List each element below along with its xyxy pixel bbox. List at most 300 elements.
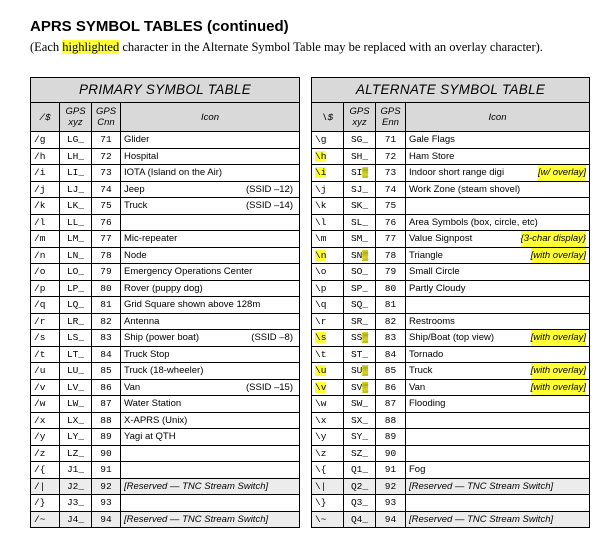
icon-name: Hospital (124, 150, 159, 162)
symbol-code-text: \m (315, 233, 327, 244)
table-row (31, 462, 300, 479)
alternate-table-body (312, 132, 590, 528)
gps-xyz-code: LS_ (60, 330, 92, 347)
alternate-col-gps-enn (376, 103, 406, 132)
symbol-code-text: \{ (315, 464, 327, 475)
icon-name: Area Symbols (box, circle, etc) (409, 216, 538, 228)
overlay-marker: ▒ (362, 332, 369, 343)
overlay-note: [with overlay] (531, 380, 586, 396)
ssid-note: (SSID –12) (246, 183, 293, 195)
symbol-code-text: \g (315, 134, 327, 145)
symbol-code: /v (31, 379, 60, 396)
icon-description (406, 297, 590, 314)
gps-xyz-text: SQ_ (350, 299, 369, 310)
page-subtitle (30, 40, 543, 55)
icon-name: Grid Square shown above 128m (124, 299, 261, 310)
gps-enn-code: 79 (376, 264, 406, 281)
table-row (31, 396, 300, 413)
icon-description (406, 247, 590, 264)
icon-description (406, 148, 590, 165)
gps-cnn-code: 87 (92, 396, 121, 413)
icon-description (121, 478, 300, 495)
symbol-code-text: \s (315, 332, 327, 343)
icon-description (406, 462, 590, 479)
table-row (31, 346, 300, 363)
table-row (312, 280, 590, 297)
icon-description (406, 511, 590, 528)
icon-description (406, 429, 590, 446)
icon-description (121, 247, 300, 264)
gps-cnn-code: 79 (92, 264, 121, 281)
gps-xyz-code (344, 231, 376, 248)
alternate-col-icon: Icon (406, 103, 590, 132)
ssid-note: (SSID –14) (246, 200, 293, 211)
icon-description (406, 495, 590, 512)
table-row (31, 429, 300, 446)
gps-enn-code: 85 (376, 363, 406, 380)
table-row (31, 363, 300, 380)
icon-name: Tornado (409, 348, 444, 360)
gps-xyz-code: LP_ (60, 280, 92, 297)
icon-description (121, 165, 300, 182)
symbol-code: /r (31, 313, 60, 330)
symbol-code: /l (31, 214, 60, 231)
gps-enn-code: 90 (376, 445, 406, 462)
gps-cnn-code: 94 (92, 511, 121, 528)
table-row (312, 429, 590, 446)
icon-description (406, 132, 590, 149)
gps-enn-code: 87 (376, 396, 406, 413)
gps-xyz-code (344, 462, 376, 479)
symbol-code-text: \q (315, 299, 327, 310)
gps-xyz-text: SZ_ (350, 447, 369, 459)
symbol-code: /i (31, 165, 60, 182)
gps-xyz-text: SR_ (350, 315, 369, 327)
alternate-col-gps-enn-line1: GPS (380, 106, 401, 117)
gps-cnn-code: 78 (92, 247, 121, 264)
icon-description (406, 280, 590, 297)
symbol-code-text: \h (315, 150, 327, 162)
symbol-code (312, 396, 344, 413)
gps-xyz-text: Q1_ (350, 464, 369, 475)
symbol-code-text: \o (315, 266, 327, 277)
gps-xyz-text: SL_ (350, 216, 369, 228)
icon-description (121, 198, 300, 215)
gps-cnn-code: 86 (92, 379, 121, 396)
icon-name: Truck Stop (124, 348, 170, 360)
symbol-code-text: \z (315, 447, 327, 459)
gps-xyz-code: LV_ (60, 379, 92, 396)
gps-enn-code: 83 (376, 330, 406, 347)
overlay-note: [w/ overlay] (538, 165, 586, 181)
page-title: APRS SYMBOL TABLES (continued) (30, 18, 289, 35)
table-row (31, 478, 300, 495)
gps-enn-code: 73 (376, 165, 406, 182)
symbol-code: /h (31, 148, 60, 165)
gps-xyz-code (344, 148, 376, 165)
symbol-code (312, 429, 344, 446)
symbol-code (312, 346, 344, 363)
symbol-code-text: \l (315, 216, 327, 228)
icon-description (406, 379, 590, 396)
gps-xyz-code (344, 379, 376, 396)
icon-name: Restrooms (409, 315, 455, 327)
ssid-note: (SSID –8) (251, 332, 293, 343)
table-row (312, 198, 590, 215)
icon-name: Yagi at QTH (124, 431, 176, 442)
primary-col-gps-cnn-line2: Cnn (97, 117, 115, 128)
gps-cnn-code: 76 (92, 214, 121, 231)
gps-xyz-text: SY_ (350, 431, 369, 442)
gps-enn-code: 84 (376, 346, 406, 363)
gps-xyz-code (344, 313, 376, 330)
icon-name: Truck (124, 200, 148, 211)
symbol-code: /j (31, 181, 60, 198)
gps-cnn-code: 89 (92, 429, 121, 446)
icon-name: Antenna (124, 315, 160, 327)
table-row (312, 379, 590, 396)
icon-description (406, 445, 590, 462)
table-row (312, 264, 590, 281)
icon-description (121, 346, 300, 363)
gps-xyz-code (344, 511, 376, 528)
primary-col-gps-cnn-line1: GPS (95, 106, 117, 117)
gps-enn-code: 93 (376, 495, 406, 512)
icon-name: Van (409, 381, 426, 393)
gps-xyz-code (344, 330, 376, 347)
symbol-code: /g (31, 132, 60, 149)
symbol-code (312, 231, 344, 248)
gps-xyz-code: LM_ (60, 231, 92, 248)
icon-description (121, 363, 300, 380)
gps-xyz-text: SX_ (350, 414, 369, 426)
symbol-code (312, 280, 344, 297)
overlay-note: [with overlay] (531, 363, 586, 379)
gps-enn-code: 72 (376, 148, 406, 165)
icon-description (121, 297, 300, 314)
table-row (312, 495, 590, 512)
icon-name: Jeep (124, 183, 145, 195)
icon-name: Truck (18-wheeler) (124, 365, 204, 376)
gps-enn-code: 76 (376, 214, 406, 231)
icon-description (406, 264, 590, 281)
gps-xyz-text: SP_ (350, 282, 369, 294)
symbol-code: /| (31, 478, 60, 495)
gps-enn-code: 82 (376, 313, 406, 330)
table-row (31, 214, 300, 231)
icon-name: Ship/Boat (top view) (409, 332, 495, 343)
gps-xyz-code (344, 445, 376, 462)
symbol-code: /y (31, 429, 60, 446)
icon-description (406, 396, 590, 413)
alternate-col-symbol: \$ (312, 103, 344, 132)
symbol-code (312, 297, 344, 314)
table-row (312, 330, 590, 347)
primary-col-symbol: /$ (31, 103, 60, 132)
gps-cnn-code: 75 (92, 198, 121, 215)
symbol-code (312, 198, 344, 215)
gps-xyz-text: SW_ (350, 398, 369, 409)
gps-xyz-code: J4_ (60, 511, 92, 528)
gps-xyz-code: LN_ (60, 247, 92, 264)
gps-enn-code: 77 (376, 231, 406, 248)
gps-cnn-code: 74 (92, 181, 121, 198)
gps-xyz-code: LG_ (60, 132, 92, 149)
gps-xyz-text: SJ_ (350, 183, 369, 195)
icon-name: Ham Store (409, 150, 455, 162)
table-row (312, 478, 590, 495)
gps-xyz-code: LW_ (60, 396, 92, 413)
symbol-code (312, 379, 344, 396)
icon-description (121, 396, 300, 413)
gps-xyz-code: LY_ (60, 429, 92, 446)
primary-col-icon: Icon (121, 103, 300, 132)
symbol-code: /m (31, 231, 60, 248)
gps-cnn-code: 84 (92, 346, 121, 363)
icon-description (406, 214, 590, 231)
icon-name: Water Station (124, 398, 182, 409)
symbol-code (312, 247, 344, 264)
symbol-code-text: \~ (315, 513, 327, 525)
symbol-code: /p (31, 280, 60, 297)
gps-xyz-code (344, 297, 376, 314)
symbol-code: /k (31, 198, 60, 215)
gps-xyz-code (344, 214, 376, 231)
gps-xyz-text: Q2_ (350, 480, 369, 492)
gps-xyz-code (344, 264, 376, 281)
gps-xyz-code: LI_ (60, 165, 92, 182)
symbol-code (312, 181, 344, 198)
table-row (31, 495, 300, 512)
gps-xyz-text: SG_ (350, 134, 369, 145)
symbol-code-text: \| (315, 480, 327, 492)
table-row (31, 181, 300, 198)
gps-enn-code: 75 (376, 198, 406, 215)
table-row (312, 511, 590, 528)
icon-name: Indoor short range digi (409, 167, 505, 178)
symbol-code-text: \k (315, 200, 327, 211)
icon-description (121, 181, 300, 198)
overlay-note: [with overlay] (531, 248, 586, 264)
overlay-marker: ▒ (362, 167, 369, 178)
gps-xyz-code: LQ_ (60, 297, 92, 314)
symbol-code: /n (31, 247, 60, 264)
icon-description (121, 511, 300, 528)
symbol-code: /} (31, 495, 60, 512)
icon-description (121, 379, 300, 396)
gps-xyz-text: SM_ (350, 233, 369, 244)
icon-description (406, 198, 590, 215)
overlay-marker: ▒ (362, 381, 369, 393)
gps-enn-code: 88 (376, 412, 406, 429)
overlay-note: [with overlay] (531, 330, 586, 346)
gps-xyz-code: LO_ (60, 264, 92, 281)
table-row (31, 297, 300, 314)
icon-description (121, 495, 300, 512)
symbol-code-text: \w (315, 398, 327, 409)
symbol-code (312, 214, 344, 231)
symbol-code-text: \v (315, 381, 327, 393)
gps-xyz-code (344, 132, 376, 149)
symbol-code (312, 363, 344, 380)
gps-cnn-code: 81 (92, 297, 121, 314)
symbol-code (312, 330, 344, 347)
gps-xyz-code: J1_ (60, 462, 92, 479)
symbol-code: /x (31, 412, 60, 429)
table-row (31, 379, 300, 396)
gps-enn-code: 89 (376, 429, 406, 446)
symbol-code: /s (31, 330, 60, 347)
icon-name: Flooding (409, 398, 446, 409)
table-row (31, 132, 300, 149)
overlay-marker: ▒ (362, 249, 369, 261)
gps-enn-code: 74 (376, 181, 406, 198)
gps-xyz-code: LT_ (60, 346, 92, 363)
table-row (312, 363, 590, 380)
gps-enn-code: 71 (376, 132, 406, 149)
alternate-col-gps-xyz-line1: GPS (349, 106, 370, 117)
icon-description (121, 330, 300, 347)
gps-xyz-code: J3_ (60, 495, 92, 512)
icon-name: Node (124, 249, 147, 261)
gps-xyz-text: SK_ (350, 200, 369, 211)
gps-xyz-code (344, 363, 376, 380)
icon-description (406, 165, 590, 182)
gps-xyz-text: SI (350, 167, 363, 178)
gps-xyz-code: LK_ (60, 198, 92, 215)
gps-xyz-code (344, 495, 376, 512)
icon-description (406, 478, 590, 495)
symbol-code (312, 412, 344, 429)
gps-enn-code: 94 (376, 511, 406, 528)
table-row (31, 148, 300, 165)
gps-cnn-code: 72 (92, 148, 121, 165)
symbol-code-text: \n (315, 249, 327, 261)
symbol-code-text: \t (315, 348, 327, 360)
primary-table-heading: PRIMARY SYMBOL TABLE (31, 78, 300, 103)
gps-xyz-code (344, 165, 376, 182)
gps-enn-code: 80 (376, 280, 406, 297)
icon-name: Mic-repeater (124, 233, 178, 244)
symbol-code (312, 313, 344, 330)
primary-col-gps-xyz (60, 103, 92, 132)
gps-cnn-code: 92 (92, 478, 121, 495)
table-row (312, 462, 590, 479)
table-row (31, 313, 300, 330)
table-row (31, 198, 300, 215)
table-row (31, 280, 300, 297)
overlay-note: {3-char display} (521, 231, 586, 247)
icon-description (406, 181, 590, 198)
gps-xyz-text: SS (350, 332, 363, 343)
gps-xyz-code (344, 429, 376, 446)
overlay-marker: ▒ (362, 365, 369, 376)
gps-xyz-code (344, 396, 376, 413)
table-row (312, 445, 590, 462)
icon-description (121, 280, 300, 297)
gps-xyz-text: SO_ (350, 266, 369, 277)
icon-description (406, 313, 590, 330)
gps-enn-code: 91 (376, 462, 406, 479)
gps-cnn-code: 83 (92, 330, 121, 347)
symbol-code (312, 148, 344, 165)
gps-enn-code: 81 (376, 297, 406, 314)
symbol-code (312, 511, 344, 528)
symbol-code: /q (31, 297, 60, 314)
icon-description (121, 445, 300, 462)
symbol-code (312, 462, 344, 479)
gps-xyz-code: LR_ (60, 313, 92, 330)
gps-cnn-code: 85 (92, 363, 121, 380)
table-row (312, 148, 590, 165)
icon-name: Truck (409, 365, 433, 376)
icon-description (121, 264, 300, 281)
table-row (312, 412, 590, 429)
icon-description (121, 313, 300, 330)
symbol-code (312, 264, 344, 281)
gps-cnn-code: 71 (92, 132, 121, 149)
gps-cnn-code: 73 (92, 165, 121, 182)
alternate-table-heading: ALTERNATE SYMBOL TABLE (312, 78, 590, 103)
symbol-code: /z (31, 445, 60, 462)
table-row (312, 181, 590, 198)
table-row (312, 132, 590, 149)
icon-description (406, 346, 590, 363)
subtitle-end: character in the Alternate Symbol Table may be replaced with an overlay character). (119, 40, 543, 54)
symbol-code: /w (31, 396, 60, 413)
gps-xyz-text: Q3_ (350, 497, 369, 508)
gps-xyz-text: Q4_ (350, 513, 369, 525)
icon-name: Ship (power boat) (124, 332, 199, 343)
symbol-code: /o (31, 264, 60, 281)
symbol-code (312, 132, 344, 149)
gps-xyz-text: SU (350, 365, 363, 376)
table-row (312, 247, 590, 264)
gps-cnn-code: 88 (92, 412, 121, 429)
ssid-note: (SSID –15) (246, 381, 293, 393)
icon-name: [Reserved — TNC Stream Switch] (124, 513, 269, 525)
symbol-code-text: \r (315, 315, 327, 327)
icon-description (121, 429, 300, 446)
table-row (31, 445, 300, 462)
gps-cnn-code: 82 (92, 313, 121, 330)
primary-col-gps-xyz-line2: xyz (68, 117, 83, 128)
table-row (312, 231, 590, 248)
table-row (31, 412, 300, 429)
gps-cnn-code: 93 (92, 495, 121, 512)
icon-description (121, 132, 300, 149)
symbol-code: /{ (31, 462, 60, 479)
icon-description (406, 363, 590, 380)
table-row (31, 511, 300, 528)
icon-name: Rover (puppy dog) (124, 282, 203, 294)
gps-xyz-text: ST_ (350, 348, 369, 360)
table-row (312, 165, 590, 182)
gps-xyz-code (344, 198, 376, 215)
table-row (312, 214, 590, 231)
alternate-col-gps-xyz-line2: xyz (352, 117, 367, 128)
table-row (312, 396, 590, 413)
table-row (31, 330, 300, 347)
gps-xyz-code: LH_ (60, 148, 92, 165)
gps-xyz-code (344, 346, 376, 363)
symbol-code (312, 165, 344, 182)
symbol-code: /~ (31, 511, 60, 528)
symbol-code-text: \y (315, 431, 327, 442)
table-row (31, 165, 300, 182)
icon-name: X-APRS (Unix) (124, 414, 188, 426)
icon-description (406, 231, 590, 248)
